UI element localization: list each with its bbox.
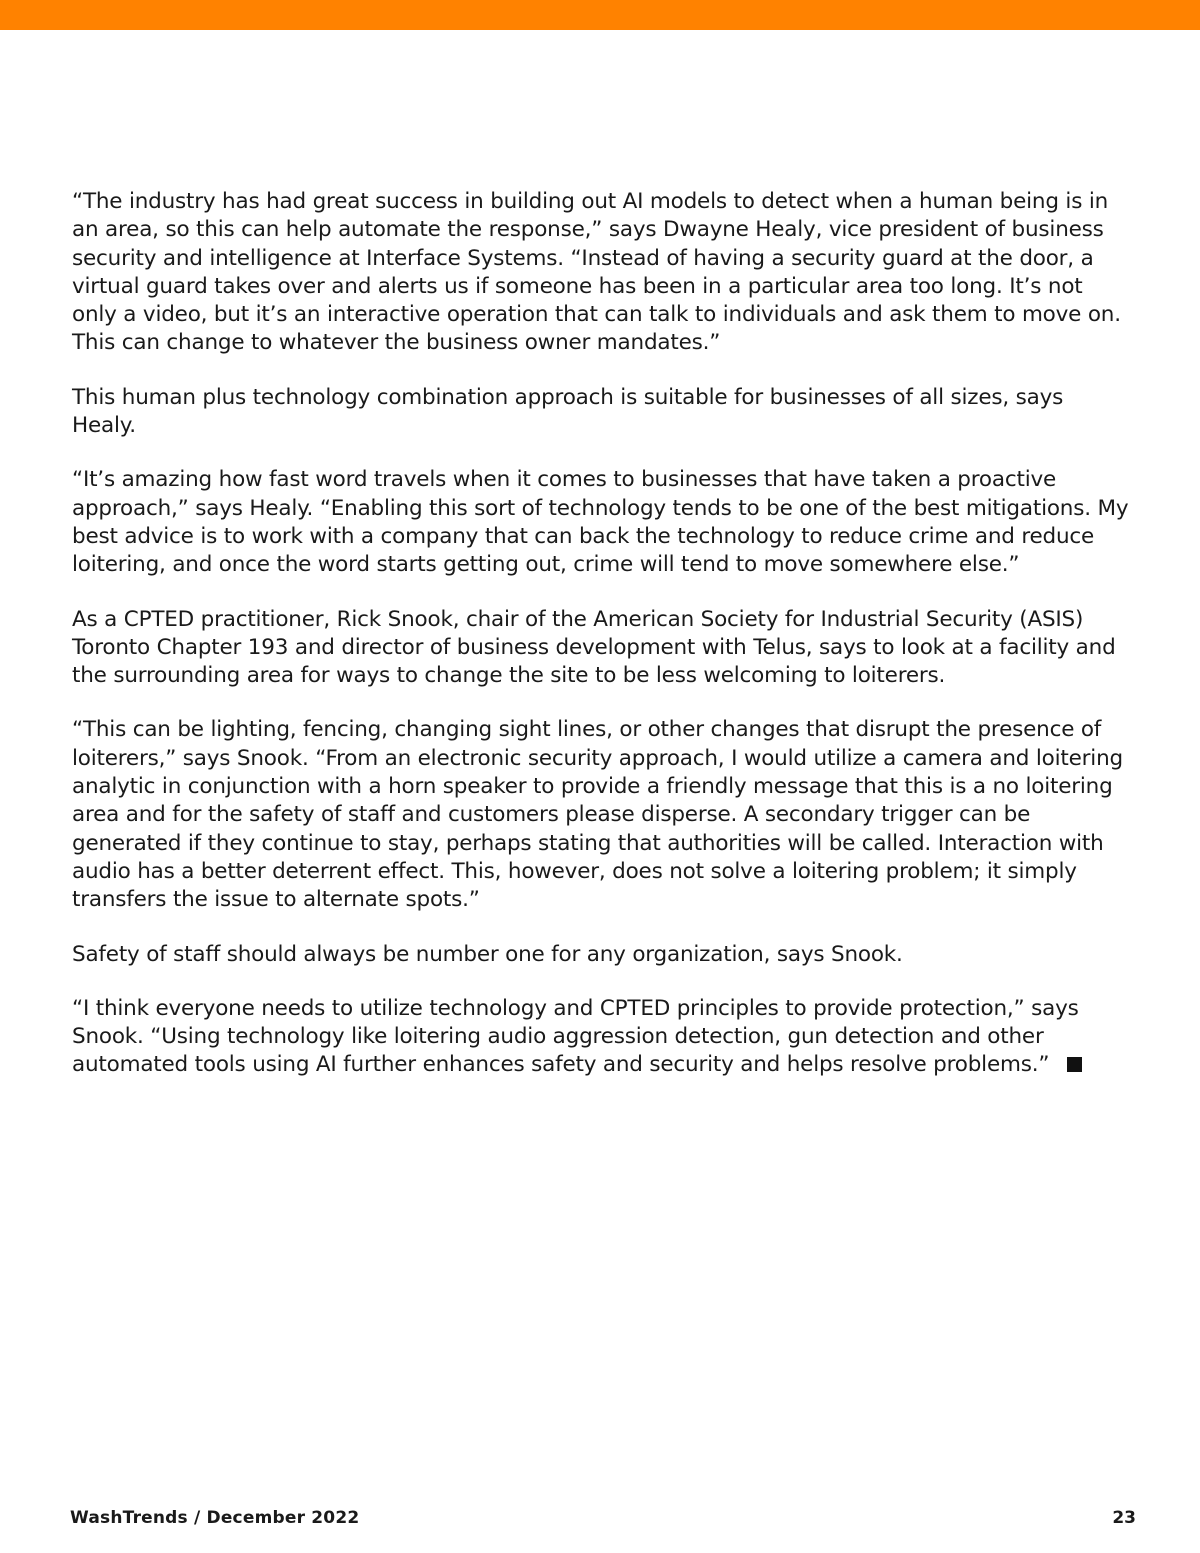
paragraph-2: This human plus technology combination approach is suitable for businesses of all sizes, says Healy. [72,384,1064,439]
paragraph-7-text: “I think everyone needs to utilize technology and CPTED principles to provide protection,” says Snook. “Using technology like loitering audio aggression detection, gun detection and other automated tools using AI further enhances safety and security and helps resolve problems.” [72,995,1079,1078]
footer-publication: WashTrends / December 2022 [70,1508,360,1528]
paragraph-5: “This can be lighting, fencing, changing sight lines, or other changes that disrupt the presence of loiterers,” says Snook. “From an electronic security approach, I would utilize a camera and loitering analytic in conjunction with a horn speaker to provide a friendly message that this is a no loitering area and for the safety of staff and customers please disperse. A secondary trigger can be generated if they continue to stay, perhaps stating that authorities will be called. Interaction with audio has a better deterrent effect. This, however, does not solve a loitering problem; it simply transfers the issue to alternate spots.” [72,717,1123,913]
paragraph-1: “The industry has had great success in building out AI models to detect when a human being is in an area, so this can help automate the response,” says Dwayne Healy, vice president of business security and intelligence at Interface Systems. “Instead of having a security guard at the door, a virtual guard takes over and alerts us if someone has been in a particular area too long. It’s not only a video, but it’s an interactive operation that can talk to individuals and ask them to move on. This can change to whatever the business owner mandates.” [72,189,1121,356]
paragraph-7 [72,995,1132,1080]
paragraph-3: “It’s amazing how fast word travels when it comes to businesses that have taken a proactive approach,” says Healy. “Enabling this sort of technology tends to be one of the best mitigations. My best advice is to work with a company that can back the technology to reduce crime and reduce loitering, and once the word starts getting out, crime will tend to move somewhere else.” [72,467,1129,578]
paragraph-4: As a CPTED practitioner, Rick Snook, chair of the American Society for Industrial Security (ASIS) Toronto Chapter 193 and director of business development with Telus, says to look at a facility and the surrounding area for ways to change the site to be less welcoming to loiterers. [72,606,1116,689]
paragraph-6: Safety of staff should always be number one for any organization, says Snook. [72,941,903,967]
page-number: 23 [1112,1508,1136,1528]
end-of-article-mark [1067,1057,1082,1072]
article-body [72,188,1132,1106]
top-accent-bar [0,0,1200,30]
